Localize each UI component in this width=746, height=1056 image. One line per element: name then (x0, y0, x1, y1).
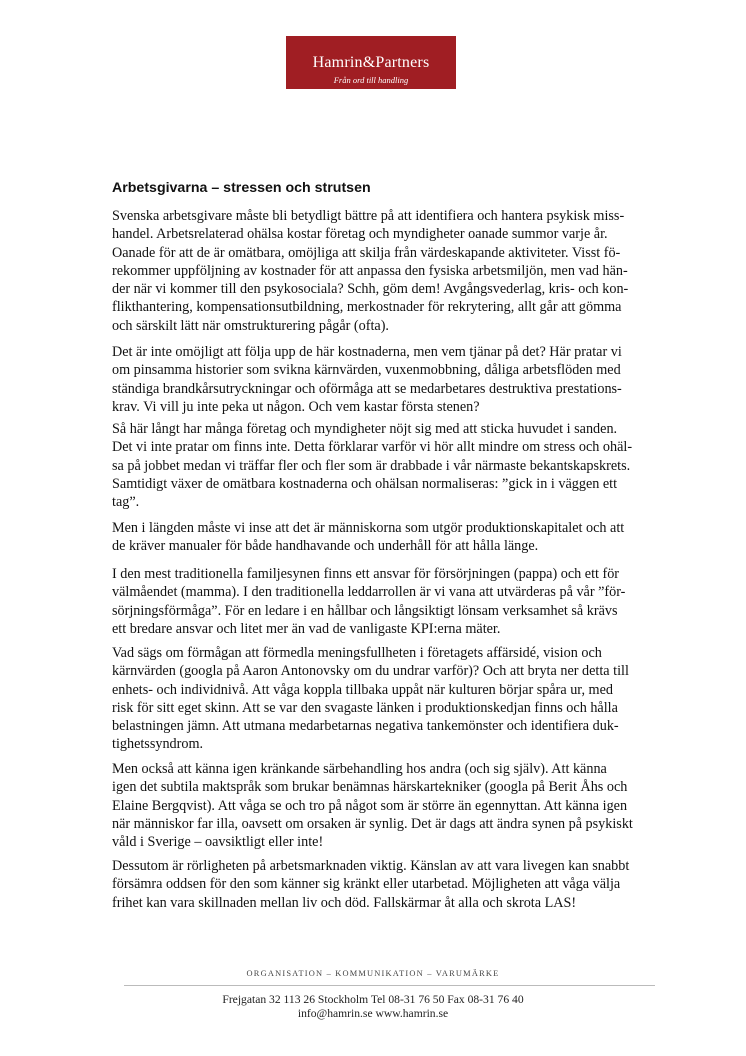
paragraph-line: om pinsamma historier som svikna kärnvärden, vuxenmobbning, dåliga arbetsflöden med (112, 362, 621, 379)
paragraph-line: krav. Vi vill ju inte peka ut någon. Och vem kastar första stenen? (112, 398, 480, 415)
article-paragraph (112, 420, 672, 511)
paragraph-line: Men också att känna igen kränkande särbehandling hos andra (och sig själv). Att känna (112, 761, 607, 777)
paragraph-line: Det vi inte pratar om finns inte. Detta förklarar varför vi hör allt mindre om stress och ohäl- (112, 439, 633, 456)
paragraph-line: försämra oddsen för den som känner sig kränkt eller utarbetad. Möjligheten att våga välja (112, 876, 621, 893)
article-paragraph (112, 207, 672, 335)
footer-address (0, 993, 746, 1021)
footer-contact-line: info@hamrin.se www.hamrin.se (297, 1007, 449, 1020)
paragraph-line: sa på jobbet medan vi träffar fler och fler som är drabbade i vår närmaste bekantskapskrets. (112, 457, 631, 474)
paragraph-line: sörjningsförmåga”. För en ledare i en hållbar och långsiktigt lönsam verksamhet så krävs (112, 602, 618, 619)
logo-name: Hamrin&Partners (312, 54, 430, 71)
paragraph-line: tighetssyndrom. (112, 736, 204, 753)
paragraph-line: när människor far illa, oavsett om orsaken är synlig. Det är dags att ändra synen på psykiskt (112, 815, 633, 832)
paragraph-line: der när vi kommer till den psykosociala? Schh, göm dem! Avgångsvederlag, kris- och kon- (112, 281, 629, 298)
article-paragraph (112, 343, 672, 416)
article-paragraph (112, 857, 672, 912)
article-paragraph (112, 565, 672, 638)
paragraph-line: Så här långt har många företag och myndigheter nöjt sig med att sticka huvudet i sanden. (112, 421, 618, 437)
paragraph-line: Elaine Bergqvist). Att våga se och tro på något som är större än egennyttan. Att känna igen (112, 797, 628, 814)
paragraph-line: risk för sitt eget skinn. Att se var den svagaste länken i produktionskedjan finns och hålla (112, 699, 618, 716)
paragraph-line: frihet kan vara skillnaden mellan liv och död. Fallskärmar åt alla och skrota LAS! (112, 894, 577, 911)
paragraph-line: de kräver manualer för både handhavande och underhåll för att hålla länge. (112, 538, 539, 555)
article-title: Arbetsgivarna – stressen och strutsen (112, 180, 371, 196)
paragraph-line: igen det subtila maktspråk som brukar benämnas härskartekniker (googla på Berit Åhs och (112, 779, 628, 796)
paragraph-line: ett bredare ansvar och litet mer än vad de vanligaste KPI:erna mäter. (112, 620, 501, 637)
logo-tagline: Från ord till handling (333, 75, 409, 85)
paragraph-line: rekommer uppföljning av kostnader för att anpassa den fysiska arbetsmiljön, men vad hän- (112, 262, 628, 279)
company-logo (286, 36, 456, 89)
paragraph-line: Oanade för att de är omätbara, omöjliga att skilja från värdeskapande aktiviteter. Visst fö- (112, 244, 621, 261)
paragraph-line: Vad sägs om förmågan att förmedla meningsfullheten i företagets affärsidé, vision och (112, 645, 602, 661)
paragraph-line: välmåendet (mamma). I den traditionella leddarrollen är vi vana att utvärderas på vår ”för- (112, 584, 626, 601)
paragraph-line: flikthantering, kompensationsutbildning, merkostnader för rekrytering, allt går att gömma (112, 299, 622, 316)
article-paragraph (112, 519, 672, 556)
footer-org-line: ORGANISATION – KOMMUNIKATION – VARUMÄRKE (246, 969, 500, 978)
paragraph-line: belastningen jämn. Att utmana medarbetarnas negativa tankemönster och identifiera duk- (112, 718, 619, 735)
paragraph-line: Men i längden måste vi inse att det är människorna som utgör produktionskapitalet och att (112, 520, 625, 536)
paragraph-line: våld i Sverige – oavsiktligt eller inte! (112, 834, 324, 851)
footer-address-line: Frejgatan 32 113 26 Stockholm Tel 08-31 76 50 Fax 08-31 76 40 (222, 993, 524, 1006)
paragraph-line: och särskilt lätt när omstrukturering pågår (ofta). (112, 317, 389, 334)
paragraph-line: handel. Arbetsrelaterad ohälsa kostar företag och myndigheter oanade summor varje år. (112, 226, 608, 243)
paragraph-line: Dessutom är rörligheten på arbetsmarknaden viktig. Känslan av att vara livegen kan snabbt (112, 858, 630, 874)
paragraph-line: Svenska arbetsgivare måste bli betydligt bättre på att identifiera och hantera psykisk miss- (112, 208, 625, 224)
article-paragraph (112, 644, 672, 754)
paragraph-line: kärnvärden (googla på Aaron Antonovsky om du undrar varför)? Och att bryta ner detta till (112, 663, 629, 680)
footer-divider (124, 985, 655, 986)
article-paragraph (112, 760, 672, 851)
paragraph-line: Det är inte omöjligt att följa upp de här kostnaderna, men vem tjänar på det? Här pratar vi (112, 344, 622, 360)
paragraph-line: tag”. (112, 494, 140, 511)
paragraph-line: I den mest traditionella familjesynen finns ett ansvar för försörjningen (pappa) och ett för (112, 566, 620, 582)
paragraph-line: Samtidigt växer de omätbara kostnaderna och ohälsan normaliseras: ”gick in i väggen ett (112, 475, 618, 492)
paragraph-line: enhets- och individnivå. Att våga koppla tillbaka uppåt när kulturen börjar spåra ur, med (112, 681, 613, 698)
paragraph-line: ständiga brandkårsutryckningar och oförmåga att se medarbetares destruktiva prestations- (112, 380, 622, 397)
